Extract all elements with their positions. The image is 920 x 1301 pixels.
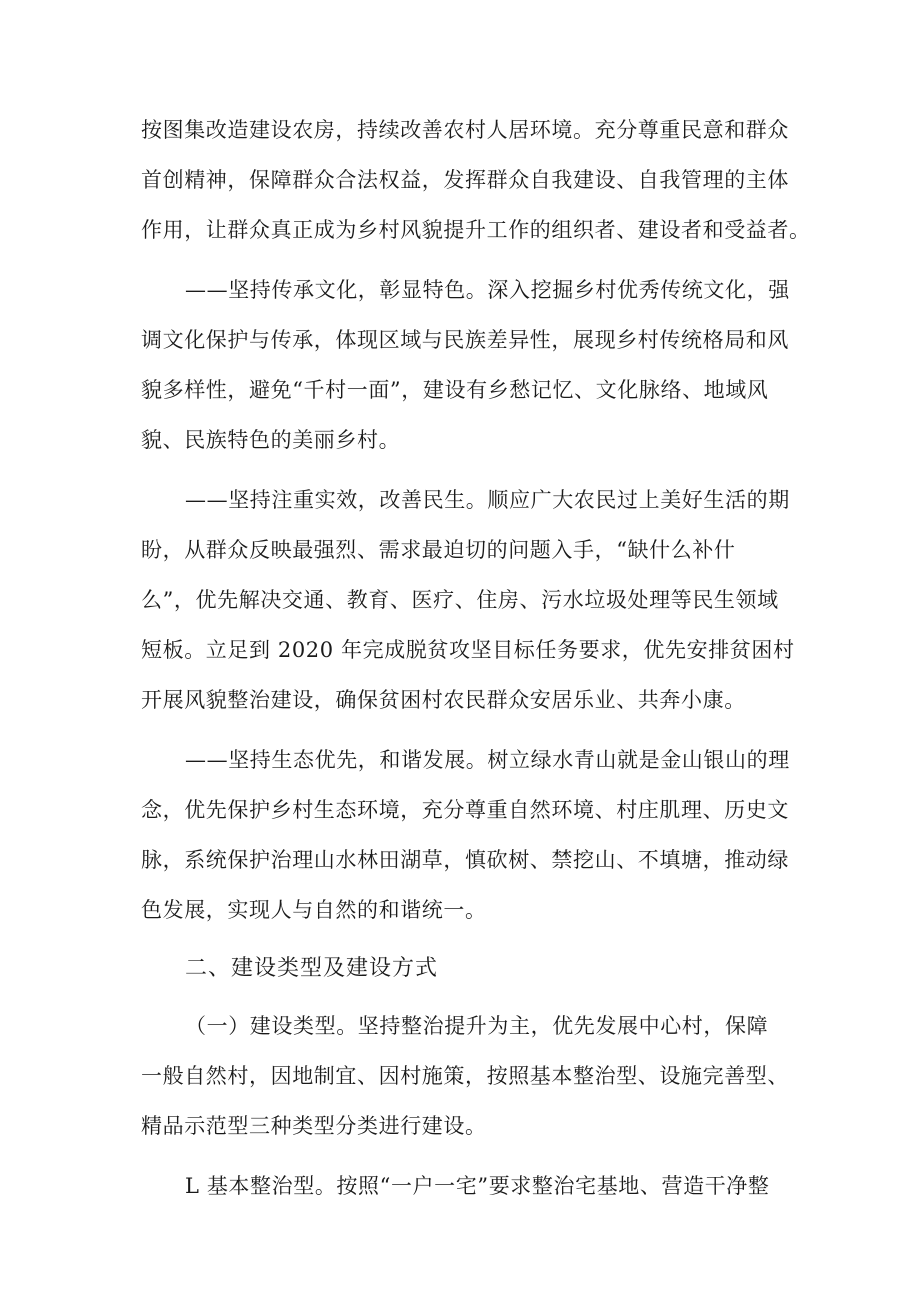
paragraph-line: 色发展，实现人与自然的和谐统一。: [141, 898, 487, 922]
paragraph-line: 貌、民族特色的美丽乡村。: [141, 428, 401, 452]
item-line: L 基本整治型。按照“一户一宅”要求整治宅基地、营造干净整: [185, 1174, 770, 1198]
subsection-line: （一）建设类型。坚持整治提升为主，优先发展中心村，保障: [185, 1014, 769, 1038]
paragraph-line: 么”，优先解决交通、教育、医疗、住房、污水垃圾处理等民生领域: [141, 588, 779, 612]
paragraph-line: 首创精神，保障群众合法权益，发挥群众自我建设、自我管理的主体: [141, 168, 789, 192]
paragraph-line: ——坚持注重实效，改善民生。顺应广大农民过上美好生活的期: [185, 488, 790, 512]
paragraph-line: ——坚持生态优先，和谐发展。树立绿水青山就是金山银山的理: [185, 748, 790, 772]
paragraph-line: ——坚持传承文化，彰显特色。深入挖掘乡村优秀传统文化，强: [185, 278, 790, 302]
paragraph-line: 调文化保护与传承，体现区域与民族差异性，展现乡村传统格局和风: [141, 328, 789, 352]
paragraph-line: 貌多样性，避免“千村一面”，建设有乡愁记忆、文化脉络、地域风: [141, 378, 769, 402]
paragraph-line: 按图集改造建设农房，持续改善农村人居环境。充分尊重民意和群众: [141, 118, 789, 142]
section-heading: 二、建设类型及建设方式: [185, 956, 439, 981]
paragraph-line: 脉，系统保护治理山水林田湖草，慎砍树、禁挖山、不填塘，推动绿: [141, 848, 789, 872]
paragraph-line: 短板。立足到 2020 年完成脱贫攻坚目标任务要求，优先安排贫困村: [141, 638, 795, 662]
paragraph-line: 开展风貌整治建设，确保贫困村农民群众安居乐业、共奔小康。: [141, 688, 746, 712]
paragraph-line: 念，优先保护乡村生态环境，充分尊重自然环境、村庄肌理、历史文: [141, 798, 789, 822]
paragraph-line: 盼，从群众反映最强烈、需求最迫切的问题入手，“缺什么补什: [141, 538, 736, 562]
subsection-line: 精品示范型三种类型分类进行建设。: [141, 1114, 487, 1138]
subsection-line: 一般自然村，因地制宜、因村施策，按照基本整治型、设施完善型、: [141, 1064, 789, 1088]
paragraph-line: 作用，让群众真正成为乡村风貌提升工作的组织者、建设者和受益者。: [141, 218, 811, 242]
